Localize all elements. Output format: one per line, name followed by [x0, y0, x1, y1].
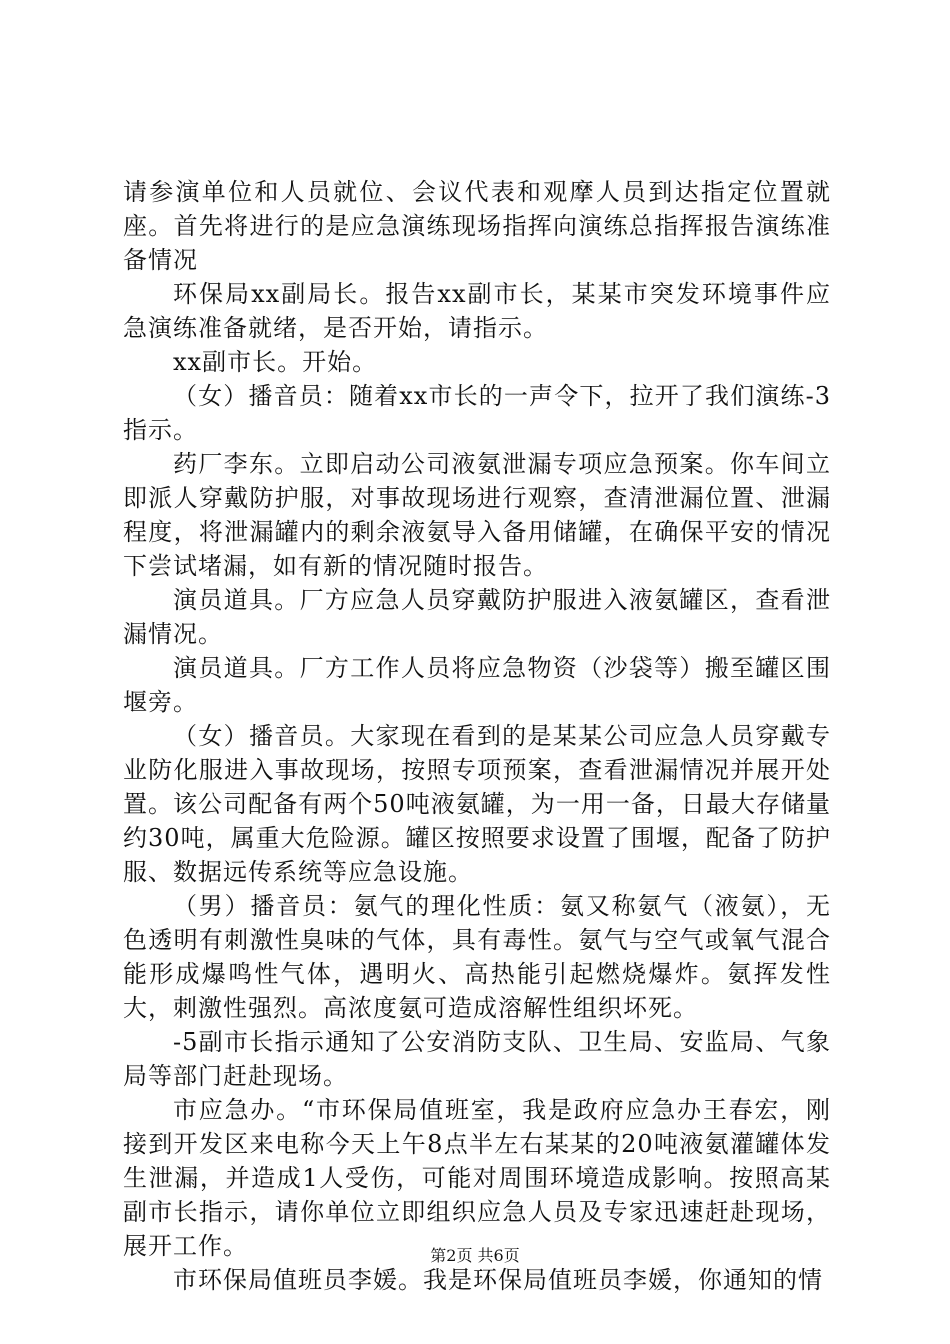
paragraph-vice-mayor-start: xx副市长。开始。 — [173, 348, 378, 376]
paragraph-female-announcer-2: （女）播音员。大家现在看到的是某某公司应急人员穿戴专业防化服进入事故现场，按照专项预案，查看泄漏情况并展开处置。该公司配备有两个50吨液氨罐，为一用一备，日最大存储量约30吨，属重大危险源。罐区按照要求设置了围堰，配备了防护服、数据远传系统等应急设施。 — [123, 722, 831, 886]
paragraph-factory-li-dong: 药厂李东。立即启动公司液氨泄漏专项应急预案。你车间立即派人穿戴防护服，对事故现场进行观察，查清泄漏位置、泄漏程度，将泄漏罐内的剩余液氨导入备用储罐，在确保平安的情况下尝试堵漏，如有新的情况随时报告。 — [123, 450, 831, 580]
paragraph-female-announcer-1: （女）播音员：随着xx市长的一声令下，拉开了我们演练-3指示。 — [123, 382, 831, 444]
paragraph-props-1: 演员道具。厂方应急人员穿戴防护服进入液氨罐区，查看泄漏情况。 — [123, 586, 831, 648]
paragraph-emergency-office: 市应急办。“市环保局值班室，我是政府应急办王春宏，刚接到开发区来电称今天上午8点半左右某某的20吨液氨灌罐体发生泄漏，并造成1人受伤，可能对周围环境造成影响。按照高某副市长指示，请你单位立即组织应急人员及专家迅速赶赴现场，展开工作。 — [123, 1096, 831, 1260]
page-footer: 第2页 共6页 — [430, 1246, 520, 1265]
paragraph-duty-officer: 市环保局值班员李媛。我是环保局值班员李媛，你通知的情 — [173, 1266, 823, 1294]
paragraph-male-announcer: （男）播音员：氨气的理化性质：氨又称氨气（液氨），无色透明有刺激性臭味的气体，具有毒性。氨气与空气或氧气混合能形成爆鸣性气体，遇明火、高热能引起燃烧爆炸。氨挥发性大，刺激性强烈。高浓度氨可造成溶解性组织坏死。 — [123, 892, 831, 1022]
document-body — [123, 175, 831, 1297]
paragraph-vice-mayor-notice: -5副市长指示通知了公安消防支队、卫生局、安监局、气象局等部门赶赴现场。 — [123, 1028, 831, 1090]
paragraph-opening: 请参演单位和人员就位、会议代表和观摩人员到达指定位置就座。首先将进行的是应急演练现场指挥向演练总指挥报告演练准备情况 — [123, 178, 831, 274]
paragraph-env-bureau-report: 环保局xx副局长。报告xx副市长，某某市突发环境事件应急演练准备就绪，是否开始，请指示。 — [123, 280, 831, 342]
paragraph-props-2: 演员道具。厂方工作人员将应急物资（沙袋等）搬至罐区围堰旁。 — [123, 654, 831, 716]
